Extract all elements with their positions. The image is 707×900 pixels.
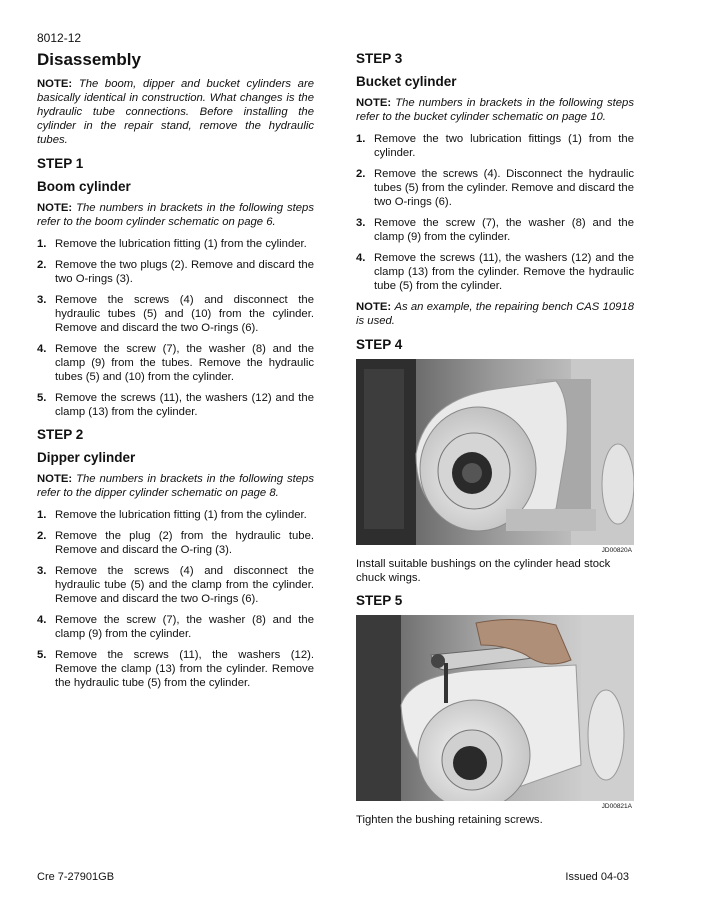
list-item: 2. Remove the two plugs (2). Remove and discard the two O-rings (3). [37, 259, 314, 285]
list-item: 3. Remove the screw (7), the washer (8) and the clamp (9) from the cylinder. [356, 217, 634, 243]
list-item: 2. Remove the plug (2) from the hydraulic tube. Remove and discard the O-ring (3). [37, 530, 314, 556]
list-item: 4. Remove the screw (7), the washer (8) and the clamp (9) from the cylinder. [37, 614, 314, 640]
photo-id-1: JD00820A [601, 547, 632, 554]
step4-caption: Install suitable bushings on the cylinder head stock chuck wings. [356, 558, 611, 584]
step5-photo [356, 615, 634, 801]
footer-doc-code: Cre 7-27901GB [37, 871, 115, 883]
step3-note: NOTE: The numbers in brackets in the following steps refer to the bucket cylinder schematic on page 10. [356, 97, 634, 123]
list-item: 1. Remove the lubrication fitting (1) from the cylinder. [37, 509, 307, 521]
list-item: 3. Remove the screws (4) and disconnect the hydraulic tubes (5) and (10) from the cylinder. Remove and discard the two O-rings (6). [37, 294, 314, 334]
section-title: Disassembly [37, 50, 141, 69]
step2-subheading: Dipper cylinder [37, 450, 136, 465]
step3-heading: STEP 3 [356, 51, 403, 66]
footer-issue-date: Issued 04-03 [565, 871, 629, 883]
bench-note: NOTE: As an example, the repairing bench CAS 10918 is used. [356, 301, 634, 327]
step4-photo [356, 359, 634, 545]
page-number: 8012-12 [37, 31, 82, 45]
step3-subheading: Bucket cylinder [356, 74, 457, 89]
step2-note: NOTE: The numbers in brackets in the following steps refer to the dipper cylinder schematic on page 8. [37, 473, 314, 499]
list-item: 5. Remove the screws (11), the washers (12) and the clamp (13) from the cylinder. [37, 392, 314, 418]
list-item: 4. Remove the screw (7), the washer (8) and the clamp (9) from the tubes. Remove the hydraulic tubes (5) and (10) from the cylinder. [37, 343, 314, 383]
list-item: 1. Remove the lubrication fitting (1) from the cylinder. [37, 238, 307, 250]
step1-subheading: Boom cylinder [37, 179, 131, 194]
cylinder-chuck-photo-1 [356, 359, 634, 545]
step1-note: NOTE: The numbers in brackets in the following steps refer to the boom cylinder schematic on page 6. [37, 202, 314, 228]
list-item: 1. Remove the two lubrication fittings (1) from the cylinder. [356, 133, 634, 159]
list-item: 5. Remove the screws (11), the washers (12). Remove the clamp (13) from the cylinder. Remove the hydraulic tube (5) from the cylinder. [37, 649, 314, 689]
step1-heading: STEP 1 [37, 156, 84, 171]
step1-list [37, 237, 314, 419]
left-column [37, 48, 314, 697]
list-item: 2. Remove the screws (4). Disconnect the hydraulic tubes (5) from the cylinder. Remove and discard the two O-rings (6). [356, 168, 634, 208]
step2-heading: STEP 2 [37, 427, 84, 442]
step5-caption: Tighten the bushing retaining screws. [356, 814, 543, 826]
wrench-tightening-photo [356, 615, 634, 801]
intro-note: NOTE: The boom, dipper and bucket cylinders are basically identical in construction. What changes is the hydraulic tube connections. Before installing the cylinder in the repair stand, remove the hydraulic tubes. [37, 78, 314, 146]
photo-id-2: JD00821A [601, 803, 632, 810]
step3-list [356, 132, 634, 293]
list-item: 4. Remove the screws (11), the washers (12) and the clamp (13) from the cylinder. Remove the hydraulic tube (5) from the cylinder. [356, 252, 634, 292]
step2-list [37, 508, 314, 690]
right-column [356, 48, 634, 834]
step5-heading: STEP 5 [356, 593, 403, 608]
list-item: 3. Remove the screws (4) and disconnect the hydraulic tube (5) and the clamp from the cylinder. Remove and discard the two O-rings (6). [37, 565, 314, 605]
step4-heading: STEP 4 [356, 337, 403, 352]
